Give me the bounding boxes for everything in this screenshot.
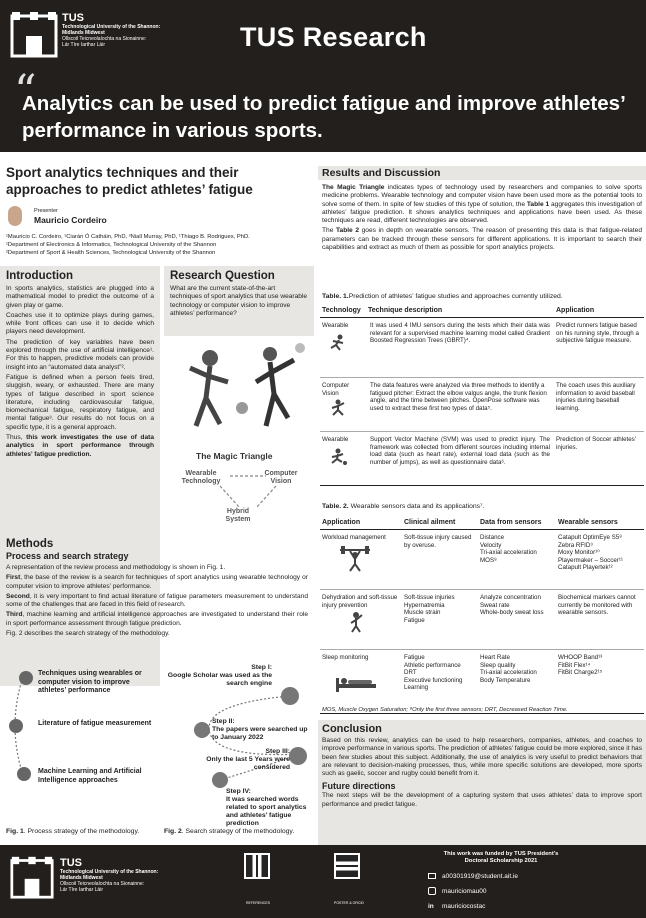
table-row [320, 590, 644, 650]
methods-p3-t: , machine learning and artificial intelligence approaches are investigated to understand their role in sport performance assessment through fatigue prediction. [6, 611, 308, 627]
fig2-path-icon [180, 684, 310, 804]
t1-app: Prediction of Soccer athletes’ injuries. [556, 436, 636, 451]
sleeping-icon [336, 672, 376, 692]
rq-text: What are the current state-of-the-art techniques of sport analytics that use wearable technology or computer vision to improve athletes’ performance? [170, 285, 308, 317]
results-p2 [322, 227, 642, 252]
step-2-label: Step II: [212, 718, 235, 725]
table-1 [320, 304, 644, 486]
t1-caption-t: Prediction of athletes’ fatigue studies and approaches currently utilized. [348, 293, 563, 300]
methods-subtitle: Process and search strategy [6, 551, 129, 561]
conclusion-title: Conclusion [322, 723, 382, 735]
step-4-label: Step IV: [226, 788, 251, 795]
methods-p4: Fig. 2 describes the search strategy of the methodology. [6, 630, 170, 638]
table-row [320, 432, 644, 486]
intro-p2: Coaches use it to optimize plays during games, while front offices can use it to decide which players need development. [6, 311, 154, 336]
t1-app: The coach uses this auxiliary information to avoid baseball injuries during baseball learning. [556, 382, 636, 412]
presenter-label: Presenter [34, 208, 58, 214]
methods-body [0, 564, 314, 638]
tus-castle-logo-icon [10, 10, 58, 58]
t1-tech: Wearable [322, 322, 349, 330]
methods-p2 [6, 593, 308, 610]
conclusion-section [318, 720, 646, 845]
qr-poster-orcid-icon[interactable] [334, 853, 360, 879]
t1-cell-tech [320, 432, 366, 486]
t2-ail: Soft-tissue injury caused by overuse. [404, 534, 472, 549]
fig2-caption [164, 828, 294, 835]
t2-ail: Soft-tissue injuries Hypernatremia Muscle strain Fatigue [404, 594, 455, 624]
tus-castle-logo-icon [10, 855, 54, 899]
t2-cell-app [320, 530, 402, 590]
intro-p5-a: Thus, [6, 434, 27, 442]
t2-sens: Catapult OptimEye S5⁸ Zebra RFID⁹ Moxy Monitor¹⁰ Playermaker – Soccer¹¹ Catapult Playertek¹² [558, 534, 623, 572]
fig2-caption-t: . Search strategy of the methodology. [181, 828, 295, 835]
methods-p3 [6, 611, 308, 628]
step-3-text: Only the last 5 Years were considered [206, 756, 290, 771]
fig1-connector-icon [4, 666, 34, 786]
results-p1-b2: Table 1 [526, 200, 550, 208]
org-irish2: Lár Tíre Iarthar Láir [62, 42, 105, 48]
t2-cell-app [320, 650, 402, 714]
linkedin-icon: in [428, 903, 434, 910]
weightlifter-icon [340, 546, 370, 572]
t2-header-cell: Application [320, 516, 402, 530]
step-1-label: Step I: [251, 664, 272, 671]
qr2-label: POSTER & ORCID [334, 901, 364, 905]
t1-app: Predict runners fatigue based on his running style, through a subjective fatigue measure. [556, 322, 639, 345]
drinking-athlete-icon [344, 611, 368, 633]
triangle-title: The Magic Triangle [196, 451, 273, 461]
t2-caption-t: Wearable sensors data and its applications⁷. [348, 503, 485, 510]
conclusion-text: Based on this review, analytics can be used to help researchers, companies, athletes, and coaches to improve performance in various sports. The prediction of athletes’ fatigue could be more explored, since it has been few studies about this subject. Additionally, the use of analytics is very useful to predict behaviors that are relevant to decision-making processes, thus, while more specific solutions are developed, more sports such as gaelic, soccer and rugby could benefit from it. [322, 737, 642, 778]
triangle-node-c: Hybrid System [225, 508, 251, 523]
footer-org-full: Technological University of the Shannon: [60, 869, 159, 875]
t1-caption [322, 293, 563, 300]
presenter-name: Mauricio Cordeiro [34, 215, 107, 225]
t1-desc: It was used 4 IMU sensors during the tests which their data was relevant for a supervised machine learning model called Gradient Boosted Regression Trees (GBRT)⁴. [370, 322, 550, 345]
methods-title: Methods [6, 538, 54, 550]
results-header-bar [318, 166, 646, 180]
intro-p5-b: this work investigates the use of data analytics in sport performance through athletes’ fatigue prediction. [6, 434, 154, 458]
methods-p1-b: First [6, 574, 21, 582]
intro-title: Introduction [6, 270, 74, 282]
t2-sens: WHOOP Band¹³ FitBit Flex¹⁴ FitBit Charge2¹⁵ [558, 654, 603, 677]
step-1-text: Google Scholar was used as the search engine [167, 672, 272, 687]
t1-header-cell: Technique description [366, 304, 554, 318]
org-region: Midlands Midwest [62, 30, 105, 36]
org-name: TUS [62, 12, 84, 24]
footer-org-irish2: Lár Tíre Iarthar Láir [60, 887, 103, 893]
fig1-item-3: Machine Learning and Artificial Intelligence approaches [38, 768, 142, 784]
quote-mark-icon: “ [14, 66, 37, 117]
results-p2-t: goes in depth on wearable sensors. The reason of presenting this data is that fatigue-related parameters can be tracked through these sensors for different applications. It is important to search their capabilities and extract as much of them as possible for sport analytics projects. [322, 227, 642, 252]
runner-icon [328, 334, 348, 352]
t1-cell-tech [320, 318, 366, 378]
step-3 [192, 748, 290, 772]
poster-header [0, 0, 646, 152]
fig1-item-1: Techniques using wearables or computer vision to improve athletes’ performance [38, 670, 142, 694]
contact-linkedin[interactable] [428, 899, 518, 914]
methods-p3-b: Third [6, 611, 23, 619]
intro-p3: The prediction of key variables have been explored through the use of artificial intelligence¹. For this to happen, predictive models can provide insight into an “automated data analyst”². [6, 338, 154, 371]
authors-block [6, 233, 311, 257]
intro-p4: Fatigue is defined when a person feels tired, sluggish, weary, or exhausted. There are many types of fatigue described in sport science literature, including cardiovascular fatigue, biomechanical fatigue, respiratory fatigue, and mental fatigue³. Our results do not focus on a specific type, it is a general approach. [6, 373, 154, 431]
methods-p0: A representation of the review process and methodology is shown in Fig. 1. [6, 564, 226, 571]
right-column [318, 152, 646, 845]
headline: Analytics can be used to predict fatigue and improve athletes’ performance in various sports. [22, 92, 625, 142]
affiliation-2: ²Department of Sport & Health Sciences, Technological University of the Shannon [6, 250, 216, 256]
future-text: The next steps will be the development of a capturing system that uses athletes’ data to improve sport performance and predict fatigue. [322, 792, 642, 808]
t2-cell-app [320, 590, 402, 650]
athletes-illustration-icon [170, 338, 310, 446]
footer-org-irish1: Ollscoil Teicneolaíochta na Sionainne: [60, 881, 145, 887]
methods-p2-b: Second [6, 592, 30, 600]
t1-header-row [320, 304, 644, 318]
t2-caption-b: Table. 2. [322, 503, 349, 510]
qr1-label: REFERENCES [246, 901, 270, 905]
t2-ail: Fatigue Athletic performance DRT Executive functioning Learning [404, 654, 463, 692]
fig1-caption [6, 828, 139, 835]
fig2-caption-b: Fig. 2 [164, 828, 182, 835]
table-row [320, 378, 644, 432]
results-title: Results and Discussion [322, 167, 441, 179]
email-icon [428, 873, 436, 879]
t1-header-cell: Technology [320, 304, 366, 318]
step-2 [212, 718, 312, 742]
table-row [320, 650, 644, 714]
triangle-node-b: Computer Vision [264, 470, 298, 485]
t2-app: Dehydration and soft-tissue injury prevention [322, 594, 398, 609]
contact-email[interactable] [428, 869, 518, 884]
t2-sens: Biochemical markers cannot currently be monitored with wearable sensors. [558, 594, 636, 617]
footer-org-text [60, 857, 190, 893]
t2-header-cell: Clinical ailment [402, 516, 478, 530]
t2-header-cell: Wearable sensors [556, 516, 644, 530]
step-3-label: Step III: [265, 748, 290, 755]
t2-note: MOS, Muscle Oxygen Saturation; ⁸Only the first three sensors; DRT, Decreased Reaction Time. [322, 707, 568, 713]
step-2-text: The papers were searched up to January 2022 [212, 726, 308, 741]
authors: ¹Mauricio C. Cordeiro, ¹Ciarán Ó Catháin, PhD, ²Niall Murray, PhD, ¹Thiago B. Rodrigues, PhD. [6, 234, 250, 240]
funding-text: This work was funded by TUS President’s Doctoral Scholarship 2021 [443, 851, 559, 864]
footer-org-name: TUS [60, 857, 82, 869]
t2-header-cell: Data from sensors [478, 516, 556, 530]
triangle-node-a: Wearable Technology [181, 470, 221, 485]
avatar [8, 206, 22, 226]
future-title: Future directions [322, 781, 396, 792]
fig1-item-2: Literature of fatigue measurement [38, 720, 152, 727]
instagram-text: mauriciomau00 [442, 888, 487, 895]
t1-tech: Computer Vision [322, 382, 350, 397]
methods-p2-t: , it is very important to find actual literature of fatigue parameters measurement to understand some of the challenges that are faced in this field of research. [6, 592, 308, 609]
t2-data: Analyze concentration Sweat rate Whole-body sweat loss [480, 594, 544, 617]
methods-p1-t: , the base of the review is a search for techniques of sport analytics using wearable technology or computer vision to improve athletes’ performance. [6, 574, 308, 590]
table-row [320, 530, 644, 590]
results-p1-t: indicates types of technology used by researchers and companies to solve sports medicine problems. Wearable technology and computer vision have been used more as the potential tools to solve some of them. In spite of few studies of this type of solution, the [322, 184, 642, 208]
org-irish1: Ollscoil Teicneolaíochta na Sionainne: [62, 36, 147, 42]
t2-caption [322, 503, 484, 510]
results-body [322, 184, 642, 252]
t1-cell-tech [320, 378, 366, 432]
results-p1-b: The Magic Triangle [322, 184, 385, 191]
t2-app: Workload management [322, 534, 386, 542]
table-row [320, 318, 644, 378]
soccer-player-icon [328, 448, 348, 466]
contact-list [428, 869, 518, 914]
fig1-caption-t: . Process strategy of the methodology. [23, 828, 140, 835]
t2-data: Distance Velocity Tri-axial acceleration MOS⁸ [480, 534, 537, 564]
pitcher-icon [328, 399, 348, 417]
t1-desc: Support Vector Machine (SVM) was used to predict injury. The framework was collected from different sources including internal load data (such as heart rate), external load data (such as the number of jumps), as well as questionnaire data⁶. [370, 436, 550, 466]
methods-p1 [6, 574, 308, 591]
rq-title: Research Question [170, 270, 275, 282]
t2-data: Heart Rate Sleep quality Tri-axial acceleration Body Temperature [480, 654, 537, 684]
table-2 [320, 516, 644, 714]
paper-title: Sport analytics techniques and their approaches to predict athletes’ fatigue [6, 165, 253, 197]
contact-instagram[interactable] [428, 884, 518, 899]
org-full: Technological University of the Shannon: [62, 24, 161, 30]
methods-section [0, 536, 314, 841]
results-p1-c: aggregates this investigation of athletes’ fatigue prediction. It shows analytics techniques and applications have been used. As these techniques are read, different technologies are observed. [322, 200, 642, 225]
left-column [0, 152, 314, 845]
email-text: a00301919@student.ait.ie [442, 873, 518, 880]
t1-desc: The data features were analyzed via three methods to identify a fatigued pitcher: Extract the elbow valgus angle, the trunk flexion angle, and the time between pitches. OpenPose software was used to extract these first two types of data⁵. [370, 382, 547, 412]
t1-caption-b: Table. 1. [322, 293, 349, 300]
t1-header-cell: Application [554, 304, 644, 318]
intro-p1: In sports analytics, statistics are plugged into a mathematical model to predict the outcome of a given play or game. [6, 285, 154, 309]
t2-header-row [320, 516, 644, 530]
t2-app: Sleep monitoring [322, 654, 369, 662]
intro-p5 [6, 434, 154, 459]
t1-tech: Wearable [322, 436, 349, 444]
footer-org-region: Midlands Midwest [60, 875, 103, 881]
results-p2-a: The [322, 227, 336, 235]
fig1-caption-b: Fig. 1 [6, 828, 24, 835]
results-p2-b: Table 2 [335, 227, 360, 235]
affiliation-1: ¹Department of Electronics & Informatics, Technological University of the Shannon [6, 242, 217, 248]
step-4 [226, 788, 314, 828]
linkedin-text: mauriciocostac [442, 903, 486, 910]
step-4-text: It was searched words related to sport analytics and athletes’ fatigue prediction [226, 796, 307, 827]
poster-footer [0, 845, 646, 918]
rq-section [164, 266, 314, 336]
results-p1 [322, 184, 642, 225]
instagram-icon [428, 887, 436, 895]
intro-body [0, 285, 160, 459]
banner-title: TUS Research [240, 22, 427, 52]
org-logo-text [62, 12, 192, 48]
qr-references-icon[interactable] [244, 853, 270, 879]
step-1 [164, 664, 272, 688]
